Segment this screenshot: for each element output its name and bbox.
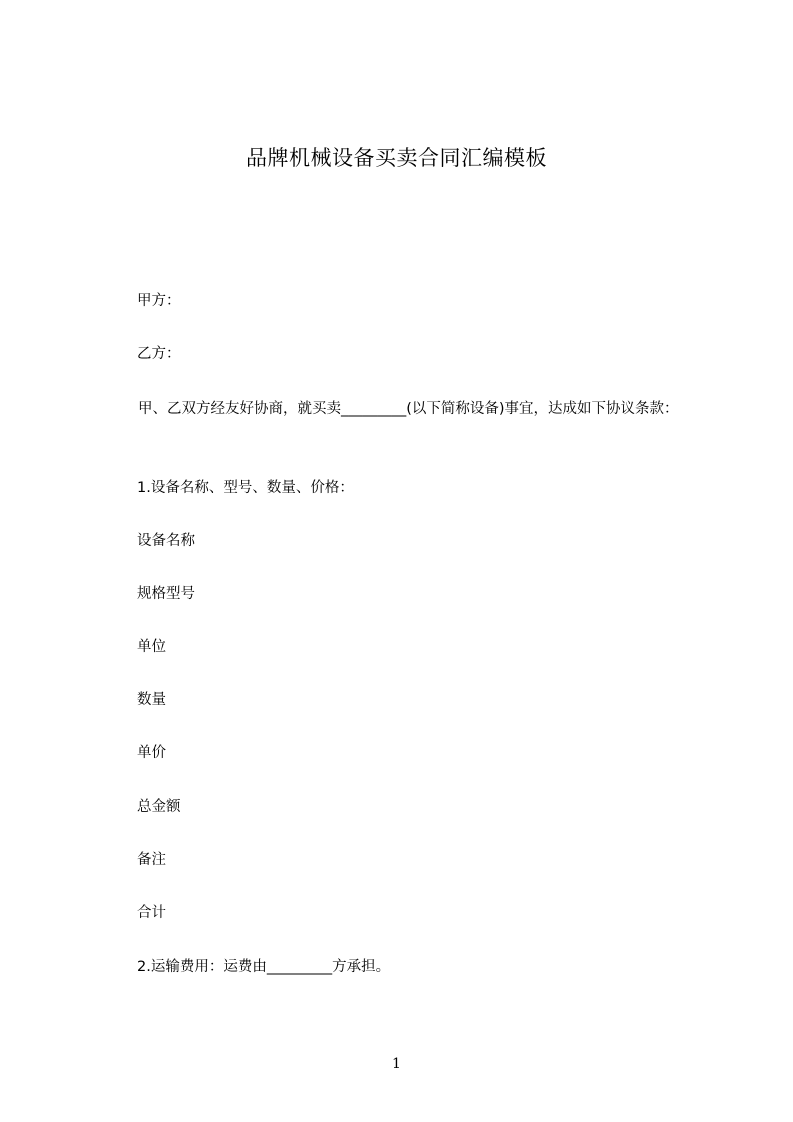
field-grand-total: 合计 <box>137 905 166 921</box>
intro-paragraph: 甲、乙双方经友好协商，就买卖_________(以下简称设备)事宜，达成如下协议条款： <box>138 401 679 417</box>
section-1-heading: 1.设备名称、型号、数量、价格： <box>137 480 354 496</box>
page-number: 1 <box>392 1056 401 1072</box>
field-model: 规格型号 <box>137 586 195 602</box>
field-equipment-name: 设备名称 <box>137 533 195 549</box>
field-quantity: 数量 <box>137 692 166 708</box>
field-unit-price: 单价 <box>137 745 166 761</box>
party-b-label: 乙方： <box>137 346 181 362</box>
field-total-amount: 总金额 <box>137 799 181 815</box>
document-title: 品牌机械设备买卖合同汇编模板 <box>246 146 547 170</box>
party-a-label: 甲方： <box>137 293 181 309</box>
section-2-transport: 2.运输费用：运费由_________方承担。 <box>137 959 391 975</box>
field-remarks: 备注 <box>137 852 166 868</box>
field-unit: 单位 <box>137 639 166 655</box>
